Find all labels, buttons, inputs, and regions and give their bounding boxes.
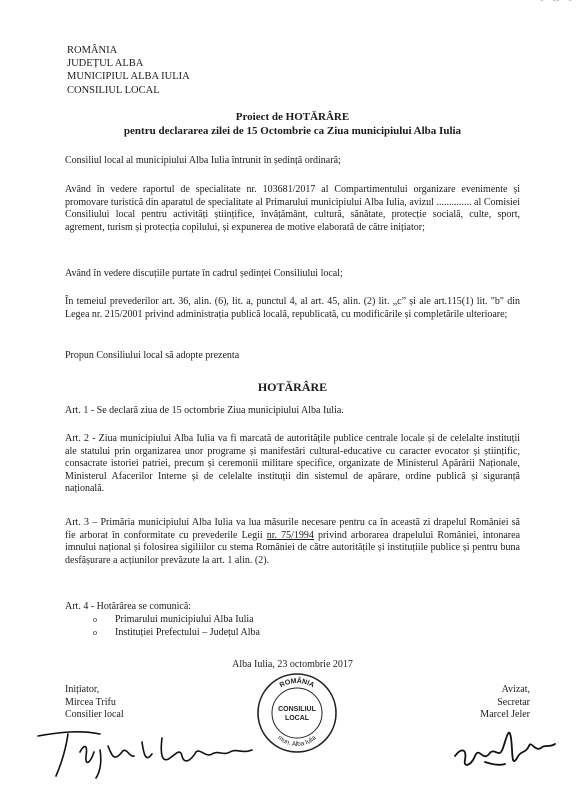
list-item: o Instituției Prefectului – Județul Alba	[93, 627, 260, 638]
title-line-2: pentru declararea zilei de 15 Octombrie ca Ziua municipiului Alba Iulia	[123, 125, 462, 137]
intro-paragraph: Consiliul local al municipiului Alba Iulia întrunit în ședință ordinară;	[65, 155, 341, 166]
stamp-center-line-2: LOCAL	[284, 715, 310, 722]
secretary-signature	[445, 718, 565, 780]
initiator-block	[65, 684, 124, 722]
official-stamp	[255, 672, 339, 754]
secretary-name: Marcel Jeler	[480, 709, 530, 720]
document-header	[67, 44, 190, 97]
paragraph-legal-basis: În temeiul prevederilor art. 36, alin. (6), lit. a, punctul 4, al art. 45, alin. (2) lit. „c” și ale art.115(1) lit. "b" din Legea nr. 215/2001 privind administrația publică locală, republicată, cu modificările și completările ulterioare;	[65, 296, 520, 320]
initiator-name: Mircea Trifu	[65, 696, 116, 708]
header-line: MUNICIPIUL ALBA IULIA	[67, 71, 190, 83]
article-4: Art. 4 - Hotărârea se comunică:	[65, 601, 192, 612]
header-line: CONSILIUL LOCAL	[67, 84, 160, 96]
decision-heading: HOTĂRÂRE	[257, 380, 328, 394]
header-line: JUDEȚUL ALBA	[67, 58, 144, 70]
document-title	[0, 110, 585, 138]
law-reference: nr. 75/1994	[266, 529, 314, 541]
approval-block	[450, 684, 530, 722]
paragraph-proposal: Propun Consiliului local să adopte prezenta	[65, 350, 240, 361]
svg-text:mun. Alba Iulia	[276, 734, 318, 748]
initiator-signature	[30, 722, 260, 782]
list-item: o Primarului municipiului Alba Iulia	[93, 614, 254, 625]
article-3-text-a: Art. 3 – Primăria municipiului Alba Iulia va lua măsurile necesare pentru ca în această zi drapelul României să fie arborat în conformitate cu prevederile Legii	[65, 517, 520, 541]
place-date: Alba Iulia, 23 octombrie 2017	[232, 659, 353, 670]
initiator-label: Inițiator,	[65, 684, 100, 695]
title-line-1: Proiect de HOTĂRÂRE	[235, 111, 350, 123]
svg-text:ROMÂNIA	[279, 676, 315, 689]
article-3	[65, 517, 520, 567]
secretary-role: Secretar	[497, 696, 530, 708]
initiator-role: Consilier local	[65, 709, 124, 720]
article-2: Art. 2 - Ziua municipiului Alba Iulia va fi marcată de autoritățile publice centrale locale și de celelalte instituții ale statului prin organizarea unor programe și manifestări cultural-educative cu caracter evocator și științific, consacrate istoriei patriei, precum și ceremonii militare specifice, organizate de Ministerul Apărării Naționale, Ministerul Afacerilor Interne și de celelalte instituții din sistemul de apărare, ordine publică și siguranță națională.	[65, 433, 520, 494]
bullet-icon: o	[93, 628, 97, 637]
article-3-text-b: privind arborarea drapelului României, intonarea imnului național și folosirea sigiliilor cu stema României de către autoritățile și instituțiile publice și pentru buna desfășurare a acțiunilor prevăzute la art. 1 alin. (2).	[65, 529, 521, 566]
approval-label: Avizat,	[501, 684, 530, 695]
stamp-bottom-text: mun. Alba Iulia	[276, 734, 318, 749]
bullet-icon: o	[93, 615, 97, 624]
paragraph-report: Având în vedere raportul de specialitate nr. 103681/2017 al Compartimentului organizare evenimente și promovare turistică din aparatul de specialitate al Primarului municipiului Alba Iulia, avizul .............. al Comisiei Consiliului local pentru activități științifice, învățământ, cultură, sănătate, protecție socială, culte, sport, agrement, turism și protecția copilului, și expunerea de motive elaborată de către inițiator;	[65, 184, 520, 233]
corner-mark: ⌒⌒	[540, 0, 573, 16]
stamp-top-text: ROMÂNIA	[278, 677, 316, 690]
article-1: Art. 1 - Se declară ziua de 15 octombrie Ziua municipiului Alba Iulia.	[65, 405, 344, 416]
paragraph-discussions: Având în vedere discuțiile purtate în cadrul ședinței Consiliului local;	[65, 268, 343, 279]
header-line: ROMÂNIA	[67, 45, 118, 56]
stamp-center-line-1: CONSILIUL	[278, 706, 316, 713]
